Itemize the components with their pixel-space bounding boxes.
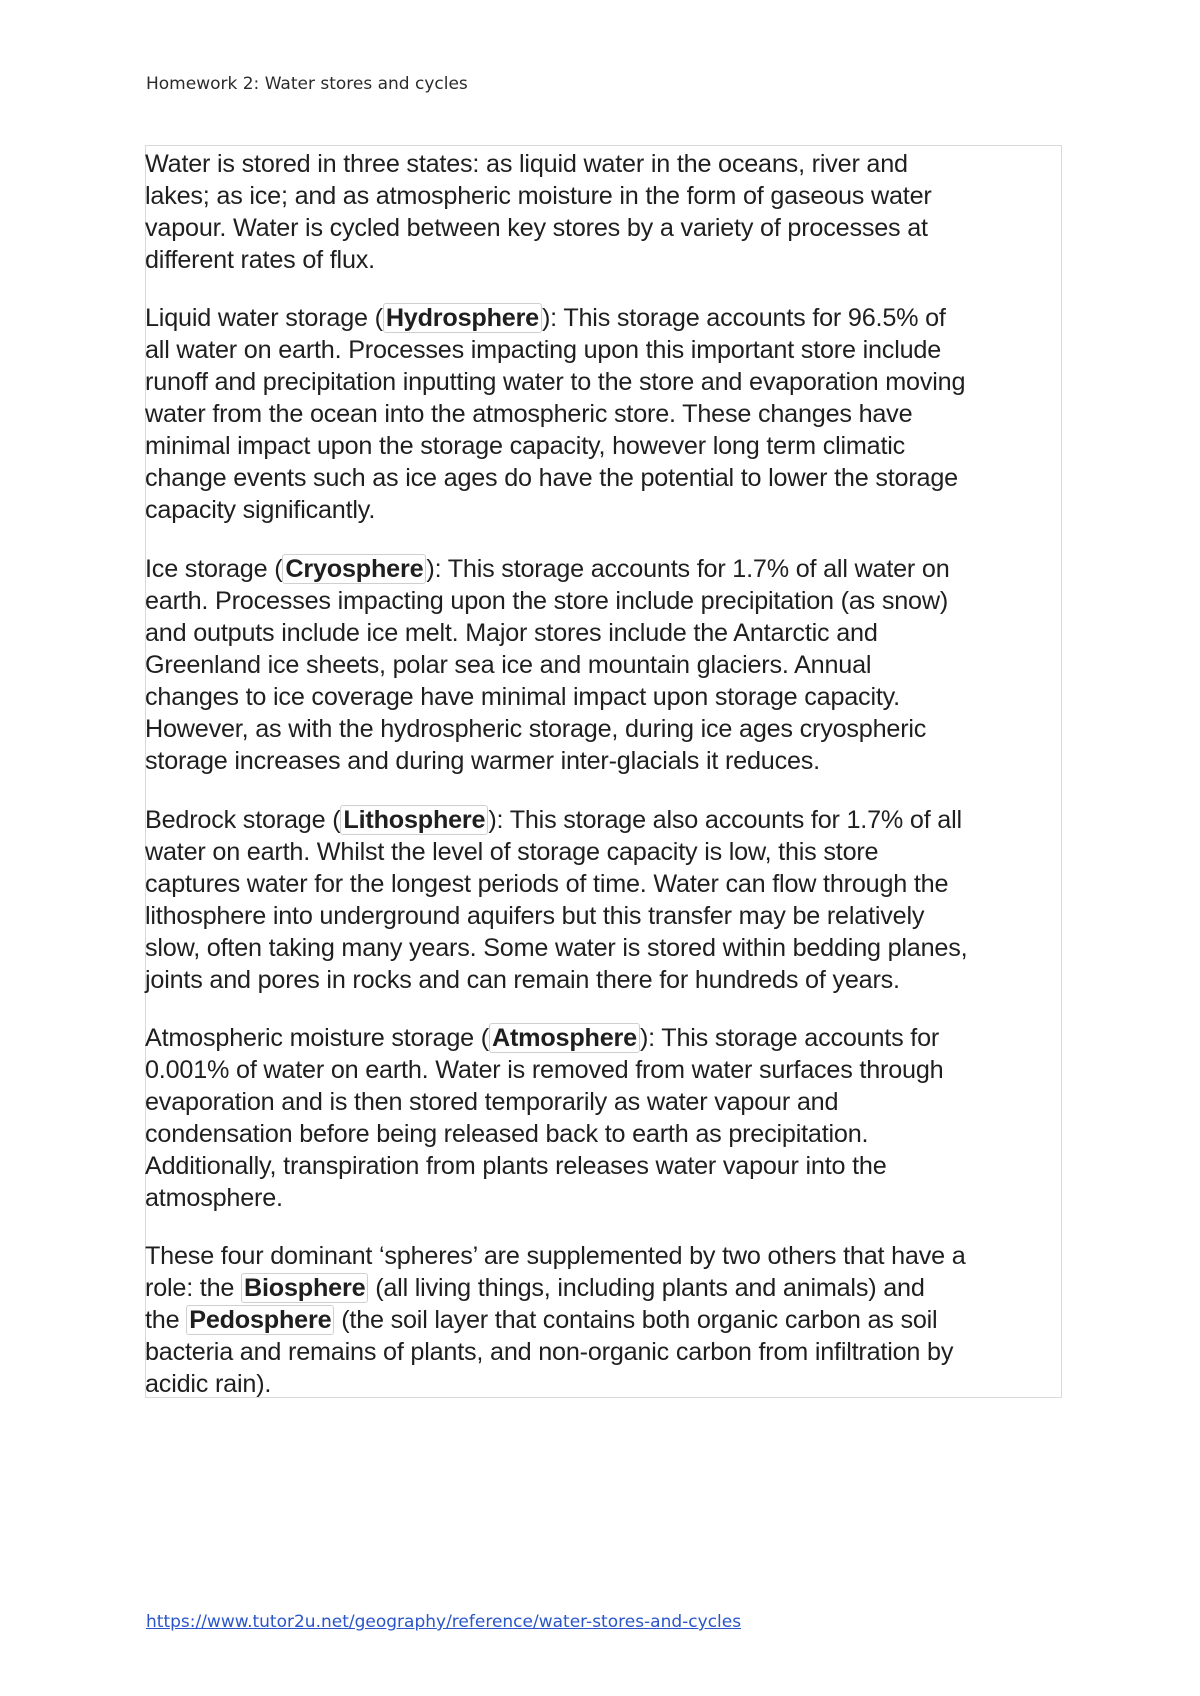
other-spheres-line bbox=[145, 1272, 1075, 1304]
hydrosphere-paragraph bbox=[145, 302, 1075, 526]
hydrosphere-line: water from the ocean into the atmospheric store. These changes have bbox=[145, 400, 913, 428]
atmosphere-paragraph bbox=[145, 1022, 1075, 1214]
atmosphere-line: 0.001% of water on earth. Water is removed from water surfaces through bbox=[145, 1056, 944, 1084]
atmosphere-prefix: Atmospheric moisture storage ( bbox=[145, 1024, 489, 1052]
hydrosphere-first-line bbox=[145, 302, 1075, 334]
intro-line: vapour. Water is cycled between key stores by a variety of processes at bbox=[145, 214, 928, 242]
lithosphere-line: joints and pores in rocks and can remain there for hundreds of years. bbox=[145, 966, 900, 994]
hydrosphere-line: minimal impact upon the storage capacity, however long term climatic bbox=[145, 432, 906, 460]
hydrosphere-line: runoff and precipitation inputting water to the store and evaporation moving bbox=[145, 368, 966, 396]
atmosphere-line: Additionally, transpiration from plants releases water vapour into the bbox=[145, 1152, 887, 1180]
other-spheres-line: bacteria and remains of plants, and non-organic carbon from infiltration by bbox=[145, 1338, 954, 1366]
lithosphere-paragraph bbox=[145, 804, 1075, 996]
biosphere-term: Biosphere bbox=[241, 1273, 368, 1303]
biosphere-suffix: (all living things, including plants and animals) and bbox=[368, 1274, 925, 1302]
cryosphere-line: and outputs include ice melt. Major stores include the Antarctic and bbox=[145, 619, 878, 647]
pedosphere-prefix: the bbox=[145, 1306, 187, 1334]
lithosphere-line: water on earth. Whilst the level of storage capacity is low, this store bbox=[145, 838, 879, 866]
cryosphere-line: changes to ice coverage have minimal impact upon storage capacity. bbox=[145, 683, 900, 711]
other-spheres-line: acidic rain). bbox=[145, 1370, 272, 1398]
intro-line: different rates of flux. bbox=[145, 246, 375, 274]
intro-line: Water is stored in three states: as liquid water in the oceans, river and bbox=[145, 150, 908, 178]
cryosphere-prefix: Ice storage ( bbox=[145, 555, 283, 583]
cryosphere-term: Cryosphere bbox=[282, 554, 426, 584]
other-spheres-line bbox=[145, 1304, 1075, 1336]
intro-line: lakes; as ice; and as atmospheric moisture in the form of gaseous water bbox=[145, 182, 932, 210]
atmosphere-line: condensation before being released back to earth as precipitation. bbox=[145, 1120, 869, 1148]
cryosphere-line: earth. Processes impacting upon the store include precipitation (as snow) bbox=[145, 587, 949, 615]
pedosphere-term: Pedosphere bbox=[186, 1305, 334, 1335]
lithosphere-suffix: ): This storage also accounts for 1.7% of all bbox=[488, 806, 962, 834]
cryosphere-suffix: ): This storage accounts for 1.7% of all water on bbox=[426, 555, 950, 583]
lithosphere-line: captures water for the longest periods of time. Water can flow through the bbox=[145, 870, 949, 898]
lithosphere-prefix: Bedrock storage ( bbox=[145, 806, 341, 834]
cryosphere-line: However, as with the hydrospheric storage, during ice ages cryospheric bbox=[145, 715, 927, 743]
lithosphere-line: lithosphere into underground aquifers but this transfer may be relatively bbox=[145, 902, 925, 930]
atmosphere-line: atmosphere. bbox=[145, 1184, 283, 1212]
cryosphere-line: Greenland ice sheets, polar sea ice and mountain glaciers. Annual bbox=[145, 651, 872, 679]
hydrosphere-term: Hydrosphere bbox=[383, 303, 542, 333]
lithosphere-line: slow, often taking many years. Some water is stored within bedding planes, bbox=[145, 934, 968, 962]
hydrosphere-line: capacity significantly. bbox=[145, 496, 376, 524]
pedosphere-suffix: (the soil layer that contains both organic carbon as soil bbox=[334, 1306, 938, 1334]
other-spheres-paragraph bbox=[145, 1240, 1075, 1400]
source-link[interactable]: https://www.tutor2u.net/geography/reference/water-stores-and-cycles bbox=[146, 1612, 742, 1632]
atmosphere-line: evaporation and is then stored temporarily as water vapour and bbox=[145, 1088, 839, 1116]
hydrosphere-line: change events such as ice ages do have the potential to lower the storage bbox=[145, 464, 958, 492]
cryosphere-first-line bbox=[145, 553, 1075, 585]
atmosphere-term: Atmosphere bbox=[489, 1023, 640, 1053]
page-title: Homework 2: Water stores and cycles bbox=[146, 74, 468, 94]
intro-paragraph bbox=[145, 148, 1075, 276]
other-spheres-line: These four dominant ‘spheres’ are supplemented by two others that have a bbox=[145, 1242, 966, 1270]
atmosphere-suffix: ): This storage accounts for bbox=[639, 1024, 940, 1052]
lithosphere-term: Lithosphere bbox=[340, 805, 488, 835]
lithosphere-first-line bbox=[145, 804, 1075, 836]
hydrosphere-prefix: Liquid water storage ( bbox=[145, 304, 383, 332]
atmosphere-first-line bbox=[145, 1022, 1075, 1054]
biosphere-prefix: role: the bbox=[145, 1274, 242, 1302]
cryosphere-paragraph bbox=[145, 553, 1075, 777]
hydrosphere-line: all water on earth. Processes impacting upon this important store include bbox=[145, 336, 942, 364]
cryosphere-line: storage increases and during warmer inter-glacials it reduces. bbox=[145, 747, 820, 775]
hydrosphere-suffix: ): This storage accounts for 96.5% of bbox=[541, 304, 946, 332]
